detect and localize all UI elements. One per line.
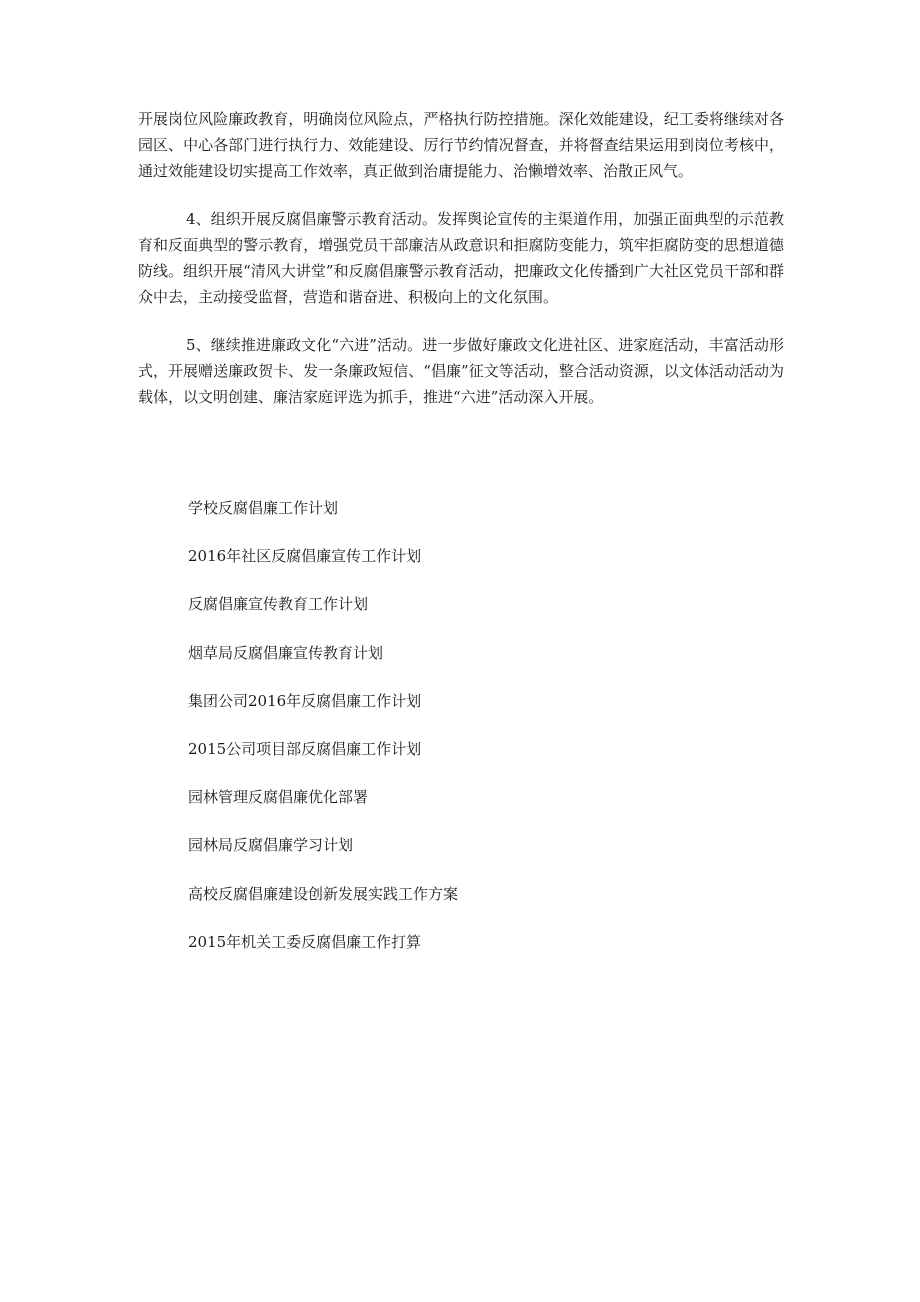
related-article-link[interactable]: 园林局反腐倡廉学习计划: [188, 836, 354, 855]
paragraph-item-5: 5、继续推进廉政文化“六进”活动。进一步做好廉政文化进社区、进家庭活动，丰富活动形式，开展赠送廉政贺卡、发一条廉政短信、“倡廉”征文等活动，整合活动资源，以文体活动活动为载体，以文明创建、廉洁家庭评选为抓手，推进“六进”活动深入开展。: [138, 336, 784, 406]
related-article-link[interactable]: 2015年机关工委反腐倡廉工作打算: [188, 932, 422, 951]
related-article-link[interactable]: 集团公司2016年反腐倡廉工作计划: [188, 691, 422, 710]
related-article-link[interactable]: 烟草局反腐倡廉宣传教育计划: [188, 643, 384, 662]
related-article-link[interactable]: 园林管理反腐倡廉优化部署: [188, 788, 369, 807]
related-articles-list: [188, 496, 748, 978]
related-article-link[interactable]: 反腐倡廉宣传教育工作计划: [188, 595, 369, 614]
related-article-link[interactable]: 2016年社区反腐倡廉宣传工作计划: [188, 547, 422, 566]
paragraph-continuation: 开展岗位风险廉政教育，明确岗位风险点，严格执行防控措施。深化效能建设，纪工委将继续对各园区、中心各部门进行执行力、效能建设、厉行节约情况督查，并将督查结果运用到岗位考核中，通过效能建设切实提高工作效率，真正做到治庸提能力、治懒增效率、治散正风气。: [138, 110, 784, 180]
related-article-link[interactable]: 2015公司项目部反腐倡廉工作计划: [188, 739, 422, 758]
paragraph-item-4: 4、组织开展反腐倡廉警示教育活动。发挥舆论宣传的主渠道作用，加强正面典型的示范教育和反面典型的警示教育，增强党员干部廉洁从政意识和拒腐防变能力，筑牢拒腐防变的思想道德防线。组织开展“清风大讲堂”和反腐倡廉警示教育活动，把廉政文化传播到广大社区党员干部和群众中去，主动接受监督，营造和谐奋进、积极向上的文化氛围。: [138, 210, 784, 306]
related-article-link[interactable]: 高校反腐倡廉建设创新发展实践工作方案: [188, 884, 459, 903]
related-article-link[interactable]: 学校反腐倡廉工作计划: [188, 499, 339, 517]
document-body: [138, 106, 784, 432]
